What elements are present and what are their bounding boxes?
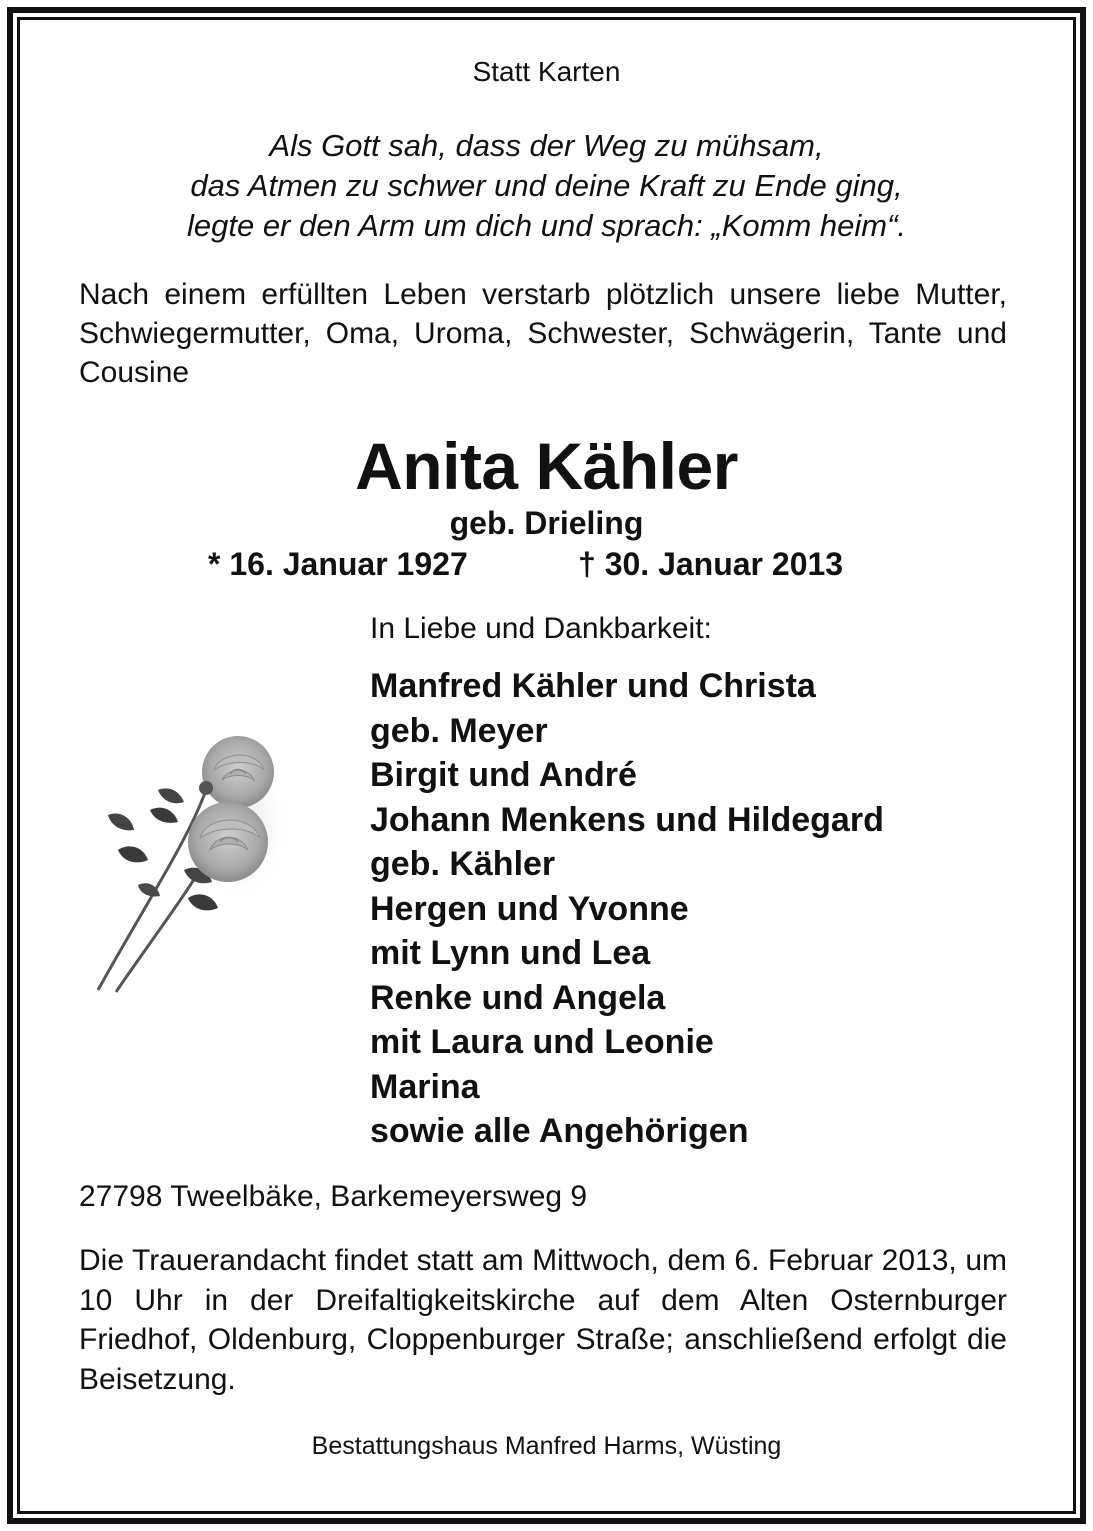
verse-line: das Atmen zu schwer und deine Kraft zu Ende ging, bbox=[190, 168, 903, 203]
birth-date: * 16. Januar 1927 bbox=[208, 546, 468, 582]
death-date: † 30. Januar 2013 bbox=[578, 546, 844, 582]
mourner-line: sowie alle Angehörigen bbox=[370, 1112, 749, 1150]
statt-karten-label: Statt Karten bbox=[472, 56, 621, 87]
birth-name: geb. Drieling bbox=[449, 505, 644, 541]
mourner-line: Johann Menkens und Hildegard bbox=[370, 800, 884, 839]
mourner-line: Renke und Angela bbox=[370, 978, 666, 1017]
mourner-line: geb. Meyer bbox=[370, 711, 548, 750]
roses-icon bbox=[88, 730, 288, 1000]
verse-line: legte er den Arm um dich und sprach: „Komm heim“. bbox=[186, 208, 907, 243]
mourner-line: mit Lynn und Lea bbox=[370, 934, 651, 972]
mourners-list bbox=[370, 664, 884, 1154]
service-text: Die Trauerandacht findet statt am Mittwoch, dem 6. Februar 2013, um 10 Uhr in der Dreifaltigkeitskirche auf dem Alten Osternburger Friedhof, Oldenburg, Cloppenburger Straße; anschließend erfolgt die Beisetzung. bbox=[79, 1244, 1007, 1396]
mourner-line: Hergen und Yvonne bbox=[370, 889, 689, 928]
mourner-line: mit Laura und Leonie bbox=[370, 1023, 714, 1061]
address: 27798 Tweelbäke, Barkemeyersweg 9 bbox=[79, 1180, 588, 1213]
mourner-line: geb. Kähler bbox=[370, 845, 556, 883]
mourners-heading: In Liebe und Dankbarkeit: bbox=[370, 612, 712, 645]
verse-line: Als Gott sah, dass der Weg zu mühsam, bbox=[269, 128, 824, 163]
funeral-home: Bestattungshaus Manfred Harms, Wüsting bbox=[311, 1432, 782, 1460]
mourner-line: Marina bbox=[370, 1067, 480, 1106]
mourner-line: Birgit und André bbox=[370, 756, 637, 794]
mourner-line: Manfred Kähler und Christa bbox=[370, 667, 816, 705]
deceased-name: Anita Kähler bbox=[355, 429, 738, 503]
verse bbox=[0, 126, 1093, 246]
intro-text: Nach einem erfüllten Leben verstarb plötzlich unsere liebe Mutter, Schwiegermutter, Oma, Uroma, Schwester, Schwägerin, Tante und Cousine bbox=[79, 278, 1007, 389]
